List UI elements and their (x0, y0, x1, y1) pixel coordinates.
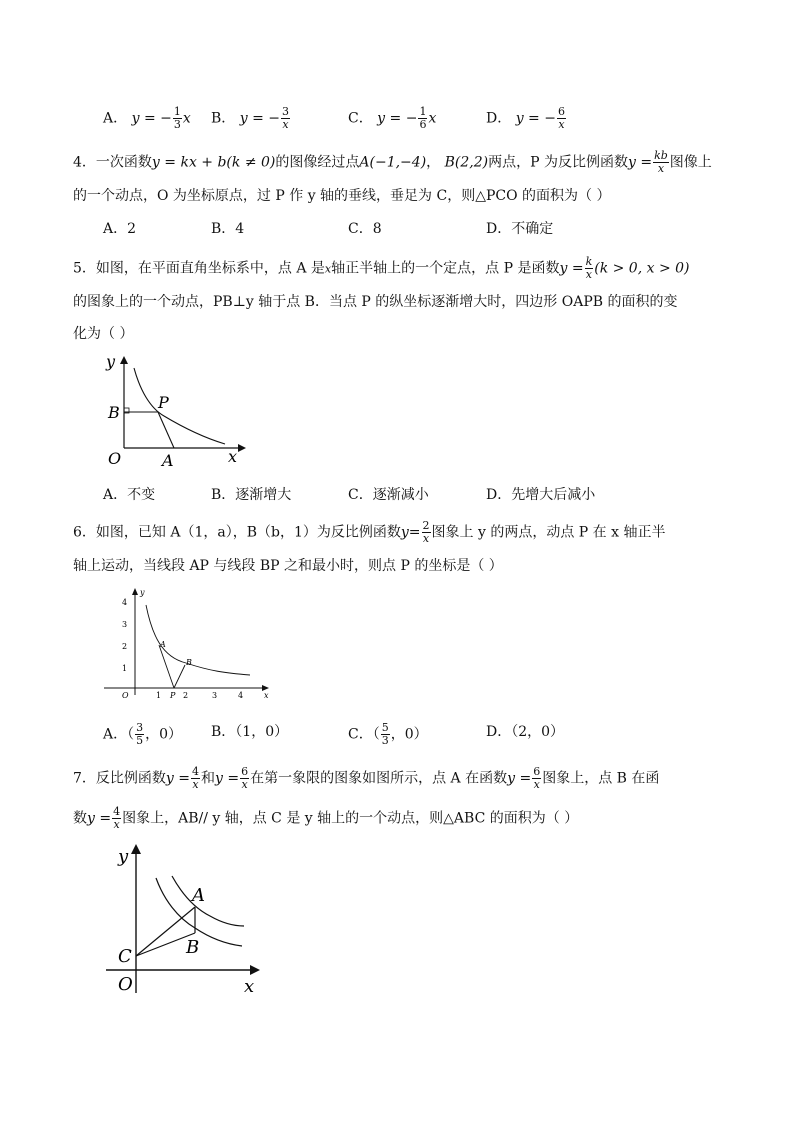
q7-stem-line2: 数y = $\frac{4}{x}$ 图象上，AB// y 轴，点 C 是 y 轴上的一个动点，则△ABC 的面积为（ ） (73, 805, 579, 831)
q4-option-d[interactable]: D．不确定 (486, 221, 554, 237)
q6-option-a[interactable]: A．（ $\frac{3}{5}$ ，0） (103, 721, 183, 747)
x-label: x (244, 976, 255, 997)
fraction: $\frac{3}{5}$ (136, 721, 144, 747)
y-label: y (106, 352, 116, 371)
label-b: B (108, 403, 120, 422)
q7-figure (100, 838, 270, 1003)
label-o: O (118, 974, 133, 995)
label-a: A (162, 451, 174, 470)
x-label: x (228, 447, 238, 466)
q5-option-d[interactable]: D．先增大后减小 (486, 487, 596, 503)
segment-pb (174, 665, 185, 688)
fraction: $\frac{1}{6}$ (419, 105, 427, 131)
y-tick-3: 3 (122, 620, 128, 629)
q4-option-b[interactable]: B．4 (211, 221, 245, 237)
label-c: C (118, 946, 132, 967)
q6-stem-line1: 6．如图，已知 A（1，a），B（b，1）为反比例函数y= $\frac{2}{x}$ 图象上 y 的两点，动点 P 在 x 轴正半 (73, 519, 666, 545)
q5-stem-line2: 的图象上的一个动点，PB⊥y 轴于点 B．当点 P 的纵坐标逐渐增大时，四边形 OAPB 的面积的变 (73, 294, 678, 310)
y-label: y (118, 846, 129, 867)
x-tick-3: 3 (212, 691, 218, 700)
q5-option-b[interactable]: B．逐渐增大 (211, 487, 292, 503)
q5-option-a[interactable]: A．不变 (103, 487, 156, 503)
fraction: $\frac{6}{x}$ (533, 765, 541, 791)
q5-figure (100, 350, 260, 470)
fraction: $\frac{5}{3}$ (381, 721, 389, 747)
label-b: B (186, 937, 200, 958)
y-label: y (140, 588, 145, 597)
label-a: A (192, 885, 205, 906)
y-axis-arrow (131, 844, 141, 854)
y-tick-2: 2 (122, 642, 128, 651)
fraction: $\frac{6}{x}$ (557, 105, 565, 131)
q5-stem-line1: 5．如图，在平面直角坐标系中，点 A 是x轴正半轴上的一个定点，点 P 是函数y = $\frac{k}{x}$ (k > 0, x > 0) (73, 255, 690, 281)
fraction: $\frac{6}{x}$ (241, 765, 249, 791)
q5-option-c[interactable]: C．逐渐减小 (348, 487, 429, 503)
fraction: $\frac{kb}{x}$ (654, 149, 668, 175)
q4-option-a[interactable]: A．2 (103, 221, 137, 237)
label-p: P (158, 393, 169, 412)
label-b: B (186, 658, 192, 667)
label-o: O (108, 449, 122, 468)
x-tick-1: 1 (156, 691, 162, 700)
q6-figure (100, 585, 275, 705)
segment-ap (159, 645, 174, 688)
x-axis-arrow (250, 965, 260, 975)
label-p: P (170, 691, 176, 700)
q3-option-a[interactable]: A． y = − $\frac{1}{3}$ x (103, 105, 191, 131)
q6-option-b[interactable]: B．（1，0） (211, 724, 289, 740)
q3-option-d[interactable]: D． y = − $\frac{6}{x}$ (486, 105, 565, 131)
q6-stem-line2: 轴上运动，当线段 AP 与线段 BP 之和最小时，则点 P 的坐标是（ ） (73, 558, 503, 574)
fraction: $\frac{4}{x}$ (192, 765, 200, 791)
y-tick-1: 1 (122, 664, 128, 673)
q3-option-b[interactable]: B． y = − $\frac{3}{x}$ (211, 105, 290, 131)
fraction: $\frac{k}{x}$ (585, 255, 593, 281)
q6-option-d[interactable]: D．（2，0） (486, 724, 565, 740)
y-axis-arrow (120, 356, 128, 364)
label-o: O (122, 691, 129, 700)
q4-option-c[interactable]: C．8 (348, 221, 382, 237)
y-axis-arrow (132, 588, 138, 595)
fraction: $\frac{1}{3}$ (173, 105, 181, 131)
q4-stem-line2: 的一个动点，O 为坐标原点，过 P 作 y 轴的垂线，垂足为 C，则△PCO 的面积为（ ） (73, 188, 611, 204)
label-a: A (160, 640, 166, 649)
hyperbola-curve (134, 368, 225, 444)
x-tick-4: 4 (238, 691, 244, 700)
x-tick-2: 2 (183, 691, 189, 700)
x-axis-arrow (238, 444, 246, 452)
q5-stem-line3: 化为（ ） (73, 326, 134, 342)
fraction: $\frac{4}{x}$ (113, 805, 121, 831)
q7-stem-line1: 7．反比例函数y = $\frac{4}{x}$ 和y = $\frac{6}{x}$ 在第一象限的图象如图所示，点 A 在函数y = $\frac{6}{x}$ 图象上，点 B 在函 (73, 765, 660, 791)
q6-option-c[interactable]: C．（ $\frac{5}{3}$ ，0） (348, 721, 428, 747)
y-tick-4: 4 (122, 598, 128, 607)
x-label: x (264, 691, 269, 700)
fraction: $\frac{2}{x}$ (422, 519, 430, 545)
fraction: $\frac{3}{x}$ (282, 105, 290, 131)
q4-stem-line1: 4．一次函数y = kx + b(k ≠ 0)的图像经过点A(−1,−4)， B(2,2)两点，P 为反比例函数y = $\frac{kb}{x}$ 图像上 (73, 149, 712, 175)
q3-option-c[interactable]: C． y = − $\frac{1}{6}$ x (348, 105, 437, 131)
